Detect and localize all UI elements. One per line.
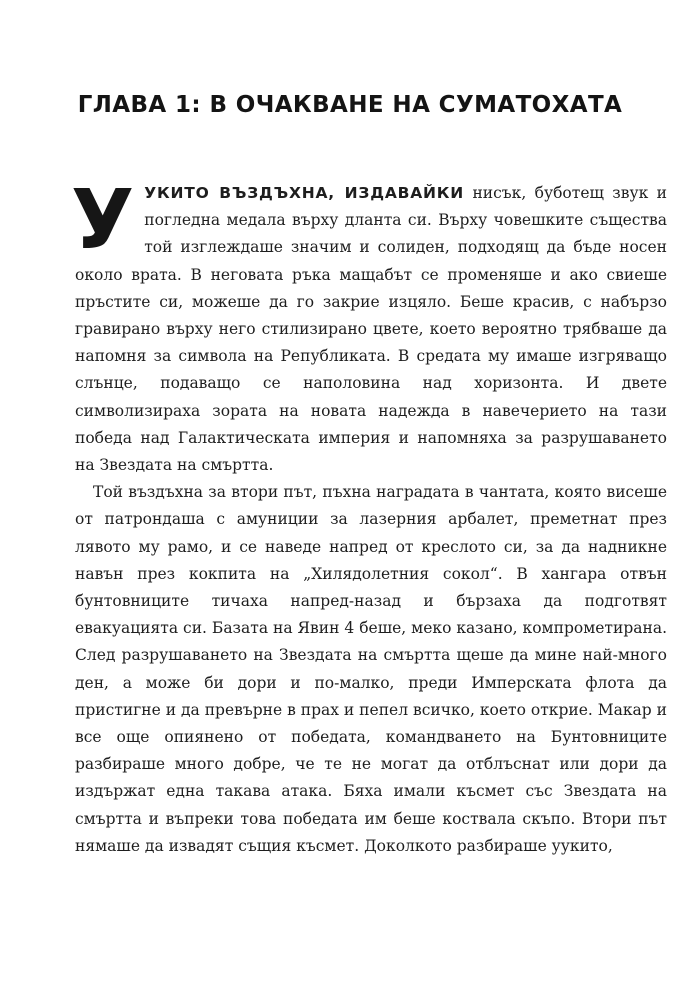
paragraph-1	[71, 173, 668, 479]
lead-in-text: УКИТО ВЪЗДЪХНА, ИЗДАВАЙКИ	[144, 184, 465, 202]
paragraph-2: Той въздъхна за втори път, пъхна наградата в чантата, която висеше от патрондаша с амуниции за лазерния арбалет, преметнат през лявото му рамо, и се наведе напред от креслото си, за да надникне навън през кокпита на „Хилядолетния сокол“. В хангара отвън бунтовниците тичаха напред-назад и бързаха да подготвят евакуацията си. Базата на Явин 4 беше, меко казано, компрометирана. След разрушаването на Звездата на смъртта щеше да мине най-много ден, а може би дори и по-малко, преди Имперската флота да пристигне и да превърне в прах и пепел всичко, което открие. Макар и все още опиянено от победата, командването на Бунтовниците разбираше много добре, че те не могат да отблъснат или дори да издържат една такава атака. Бяха имали късмет със Звездата на смъртта и въпреки това победата им беше коствала скъпо. Втори път нямаше да извадят същия късмет. Доколкото разбираше уукито,	[75, 483, 667, 855]
paragraph-1-text: нисък, буботещ звук и погледна медала върху дланта си. Върху човешките същества той изглеждаше значим и солиден, подходящ да бъде носен около врата. В неговата ръка мащабът се променяше и ако свиеше пръстите си, можеше да го закрие изцяло. Беше красив, с набързо гравирано върху него стилизирано цвете, което вероятно трябваше да напомня за символа на Републиката. В средата му имаше изгряващо слънце, подаващо се наполовина над хоризонта. И двете символизираха зората на новата надежда в навечерието на тази победа над Галактическата империя и напомняха за разрушаването на Звездата на смъртта.	[75, 184, 668, 475]
chapter-text	[71, 173, 668, 860]
chapter-title: ГЛАВА 1: В ОЧАКВАНЕ НА СУМАТОХАТА	[77, 92, 623, 118]
drop-cap-letter: У	[71, 173, 135, 268]
